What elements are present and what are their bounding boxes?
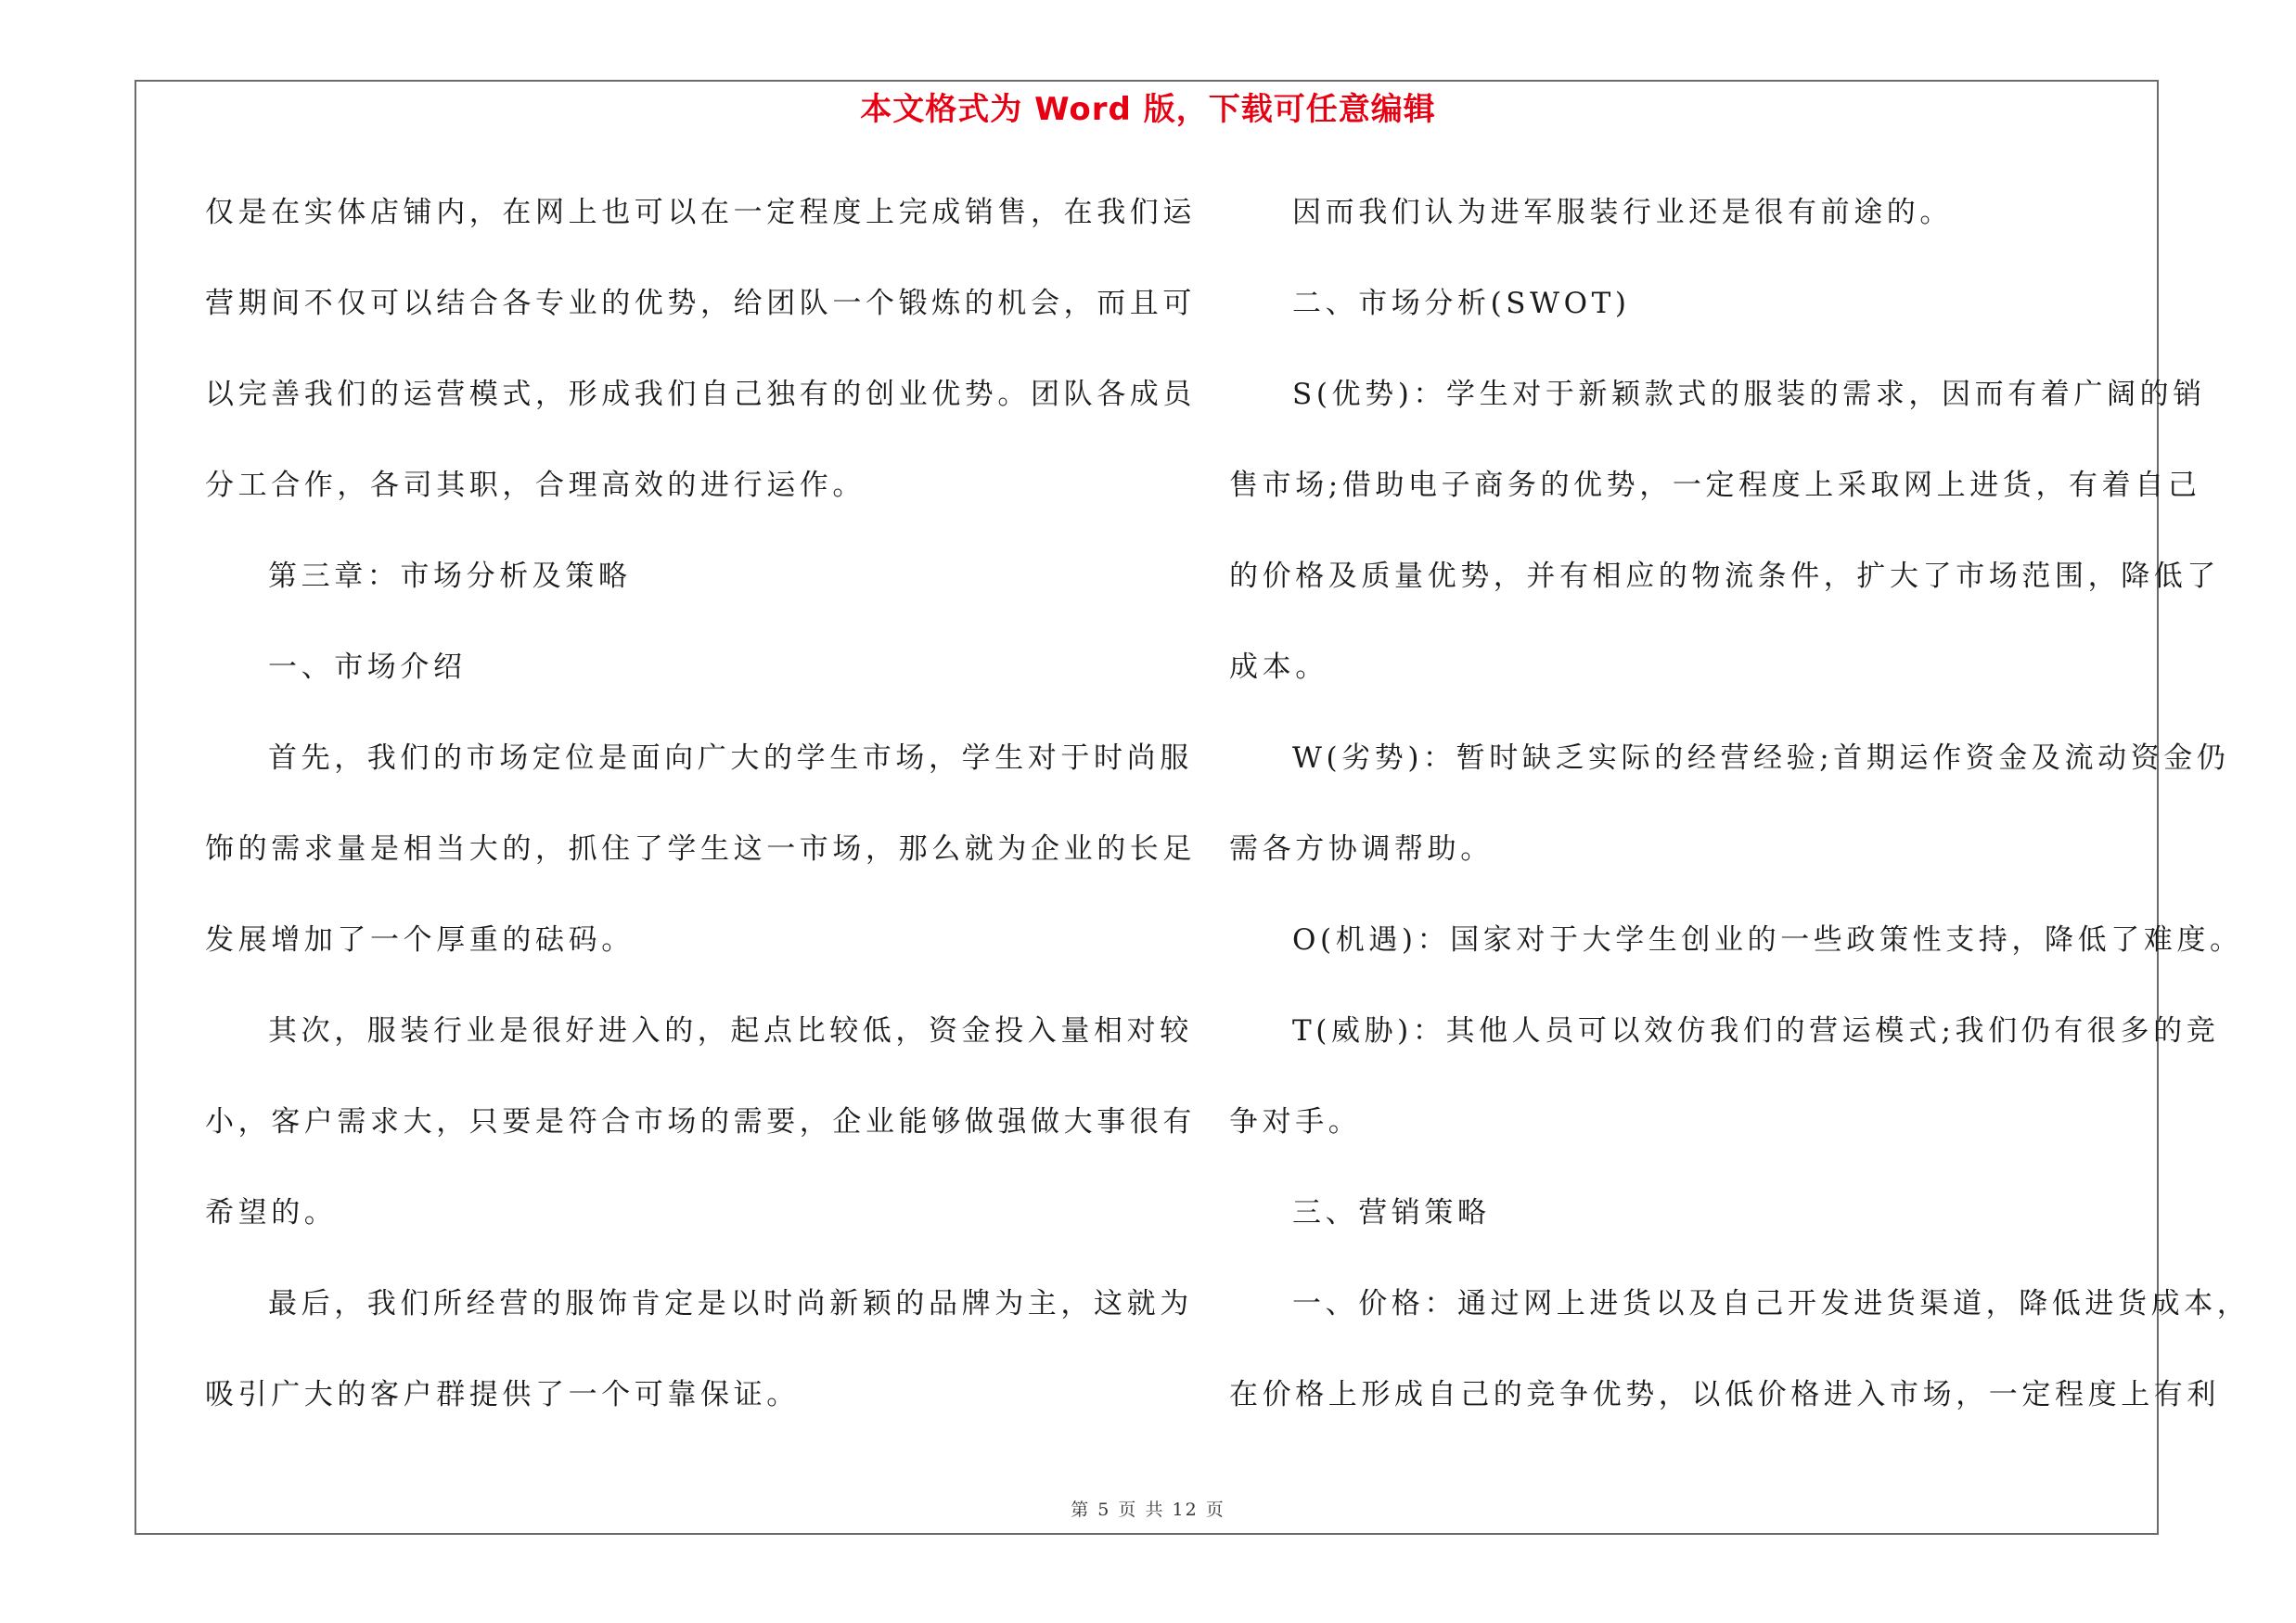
section-heading: 二、市场分析(SWOT) — [1292, 287, 1631, 320]
paragraph-line: 希望的。 — [205, 1196, 338, 1230]
paragraph-line: 饰的需求量是相当大的，抓住了学生这一市场，那么就为企业的长足 — [205, 832, 1196, 866]
paragraph-line: 吸引广大的客户群提供了一个可靠保证。 — [205, 1378, 800, 1411]
paragraph-line: 成本。 — [1229, 650, 1328, 684]
right-column — [1229, 167, 2251, 1440]
paragraph-line: 的价格及质量优势，并有相应的物流条件，扩大了市场范围，降低了 — [1229, 560, 2220, 593]
page-number: 第 5 页 共 12 页 — [1071, 1500, 1225, 1520]
paragraph-line: 一、价格：通过网上进货以及自己开发进货渠道，降低进货成本， — [1292, 1287, 2251, 1320]
section-heading: 三、营销策略 — [1292, 1196, 1491, 1230]
paragraph-line: 在价格上形成自己的竞争优势，以低价格进入市场，一定程度上有利 — [1229, 1378, 2220, 1411]
paragraph-line: 以完善我们的运营模式，形成我们自己独有的创业优势。团队各成员 — [205, 378, 1196, 411]
paragraph-line: 分工合作，各司其职，合理高效的进行运作。 — [205, 469, 866, 502]
paragraph-line: 小，客户需求大，只要是符合市场的需要，企业能够做强做大事很有 — [205, 1105, 1196, 1139]
paragraph-line: 首先，我们的市场定位是面向广大的学生市场，学生对于时尚服 — [268, 741, 1193, 775]
paragraph-line: 仅是在实体店铺内，在网上也可以在一定程度上完成销售，在我们运 — [205, 196, 1196, 229]
paragraph-line: 因而我们认为进军服装行业还是很有前途的。 — [1292, 196, 1953, 229]
paragraph-line: 需各方协调帮助。 — [1229, 832, 1494, 866]
paragraph-line: W(劣势)：暂时缺乏实际的经营经验;首期运作资金及流动资金仍 — [1292, 741, 2230, 775]
paragraph-line: 其次，服装行业是很好进入的，起点比较低，资金投入量相对较 — [268, 1014, 1193, 1048]
section-heading: 一、市场介绍 — [268, 650, 467, 684]
paragraph-line: 售市场;借助电子商务的优势，一定程度上采取网上进货，有着自己 — [1229, 469, 2201, 502]
paragraph-line: 营期间不仅可以结合各专业的优势，给团队一个锻炼的机会，而且可 — [205, 287, 1196, 320]
paragraph-line: 发展增加了一个厚重的砝码。 — [205, 923, 635, 957]
paragraph-line: S(优势)：学生对于新颖款式的服装的需求，因而有着广阔的销 — [1292, 378, 2206, 411]
document-banner: 本文格式为 Word 版，下载可任意编辑 — [860, 91, 1436, 128]
paragraph-line: T(威胁)：其他人员可以效仿我们的营运模式;我们仍有很多的竞 — [1292, 1014, 2220, 1048]
left-column — [205, 167, 1196, 1440]
paragraph-line: O(机遇)：国家对于大学生创业的一些政策性支持，降低了难度。 — [1292, 923, 2243, 957]
paragraph-line: 争对手。 — [1229, 1105, 1362, 1139]
paragraph-line: 最后，我们所经营的服饰肯定是以时尚新颖的品牌为主，这就为 — [268, 1287, 1193, 1320]
chapter-heading: 第三章：市场分析及策略 — [268, 560, 632, 593]
